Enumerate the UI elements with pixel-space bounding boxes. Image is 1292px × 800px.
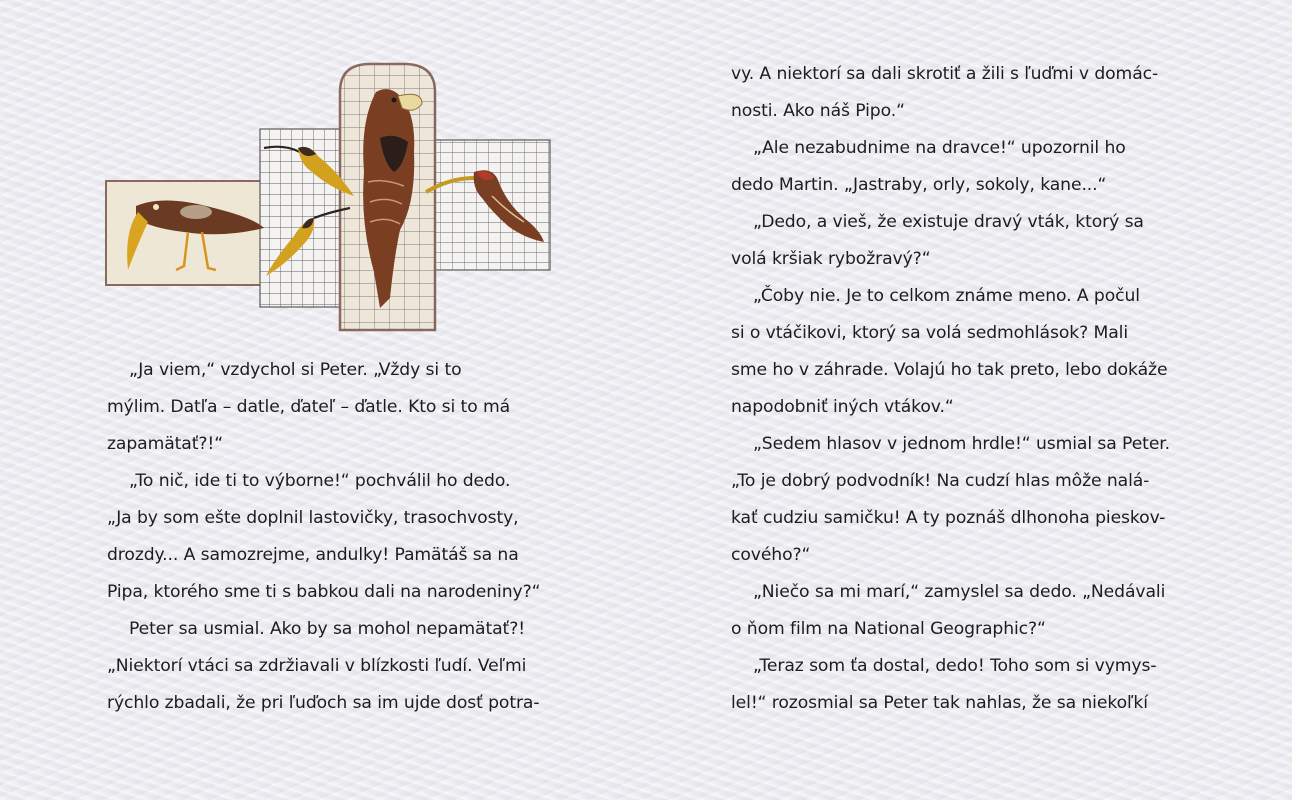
paragraph-line: zapamätať?!“: [107, 434, 223, 454]
paragraph-line: vy. A niektorí sa dali skrotiť a žili s ľuďmi v domác-: [731, 64, 1159, 84]
birds-on-grid-image: [104, 62, 554, 334]
paragraph-line: Peter sa usmial. Ako by sa mohol nepamätať?!: [129, 619, 526, 639]
paragraph-line: „Čoby nie. Je to celkom známe meno. A počul: [753, 286, 1140, 306]
paragraph-line: „Ja viem,“ vzdychol si Peter. „Vždy si to: [129, 360, 462, 380]
paragraph-line: lel!“ rozosmial sa Peter tak nahlas, že sa niekoľkí: [731, 693, 1148, 713]
paragraph-line: mýlim. Datľa – datle, ďateľ – ďatle. Kto si to má: [107, 397, 511, 417]
paragraph-line: „To je dobrý podvodník! Na cudzí hlas môže nalá-: [731, 471, 1150, 491]
paragraph-line: nosti. Ako náš Pipo.“: [731, 101, 905, 121]
paragraph-line: „Teraz som ťa dostal, dedo! Toho som si vymys-: [753, 656, 1157, 676]
paragraph-line: drozdy... A samozrejme, andulky! Pamätáš sa na: [107, 545, 519, 565]
paragraph-line: dedo Martin. „Jastraby, orly, sokoly, kane...“: [731, 175, 1107, 195]
paragraph-line: volá kršiak rybožravý?“: [731, 249, 931, 269]
paragraph-line: o ňom film na National Geographic?“: [731, 619, 1046, 639]
paragraph-line: kať cudziu samičku! A ty poznáš dlhonoha pieskov-: [731, 508, 1166, 528]
paragraph-line: „Ja by som ešte doplnil lastovičky, trasochvosty,: [107, 508, 519, 528]
paragraph-line: rýchlo zbadali, že pri ľuďoch sa im ujde dosť potra-: [107, 693, 540, 713]
left-page-text: [107, 352, 553, 722]
paragraph-line: „Dedo, a vieš, že existuje dravý vták, ktorý sa: [753, 212, 1144, 232]
paragraph-line: cového?“: [731, 545, 811, 565]
paragraph-line: si o vtáčikovi, ktorý sa volá sedmohlások? Mali: [731, 323, 1129, 343]
paragraph-line: sme ho v záhrade. Volajú ho tak preto, lebo dokáže: [731, 360, 1168, 380]
paragraph-line: napodobniť iných vtákov.“: [731, 397, 954, 417]
right-page: [646, 0, 1292, 800]
paragraph-line: „Niektorí vtáci sa zdržiavali v blízkosti ľudí. Veľmi: [107, 656, 527, 676]
paragraph-line: „Ale nezabudnime na dravce!“ upozornil ho: [753, 138, 1126, 158]
bird-illustration: [104, 62, 554, 334]
paragraph-line: „Sedem hlasov v jednom hrdle!“ usmial sa Peter.: [753, 434, 1171, 454]
paragraph-line: Pipa, ktorého sme ti s babkou dali na narodeniny?“: [107, 582, 541, 602]
right-page-text: [731, 56, 1179, 722]
paragraph-line: „Niečo sa mi marí,“ zamyslel sa dedo. „Nedávali: [753, 582, 1166, 602]
paragraph-line: „To nič, ide ti to výborne!“ pochválil ho dedo.: [129, 471, 511, 491]
